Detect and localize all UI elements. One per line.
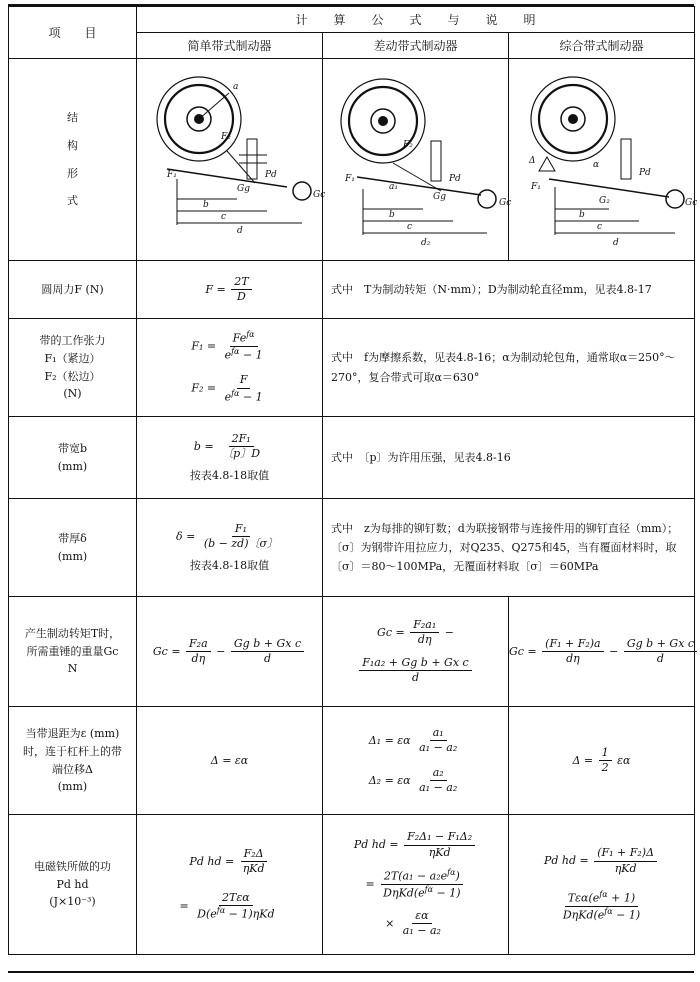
d2a-den: a₁ − a₂ [419,741,458,755]
formula-work-simple [137,815,323,955]
header-item: 项 目 [9,7,137,59]
fig2-Gc: Gc [499,198,512,208]
fig1-F2: F₂ [221,132,231,142]
wk2c-lhs: × [385,916,395,930]
formula-force [137,261,323,319]
fig2-F2: F₂ [403,140,413,150]
f1-lhs: F₁ = [191,339,217,353]
row-thickness [9,499,695,597]
row-displacement [9,707,695,815]
formula-work-differential [323,815,509,955]
disp2a [369,726,463,756]
wk2b-den: $D\eta Kd(e^{f\alpha} - 1)$ [383,885,461,900]
structure-label-char: 构 [67,138,78,152]
wk1b-den: $D(e^{f\alpha} - 1)\eta Kd$ [197,905,275,921]
thickness-extra: 按表4.8-18取值 [189,559,270,573]
w1-mid: − [216,644,226,658]
label-weight [9,597,137,707]
thickness-fraction [201,522,281,552]
w1-d1: dη [191,652,206,665]
tension-label-line: (N) [63,387,82,401]
displacement-label-line: 端位移Δ [52,762,93,776]
note-thickness: 式中 z为每排的铆钉数；d为联接钢带与连接件用的铆钉直径（mm）；〔σ〕为钢带许用拉应力，对Q235、Q275和45，当有覆面材料时，取〔σ〕＝80～100MPa，无覆面材料取〔σ〕＝60MPa [323,499,695,597]
wk2b-frac [380,868,463,901]
fig1-d: d [237,226,243,236]
w2-frac2 [359,656,471,686]
fig2-F1: F₁ [345,174,355,184]
thickness-num: F₁ [232,522,250,537]
fig1-a: a [233,82,239,92]
w2-lhs: Gc = [377,625,405,639]
fig3-G2: G₂ [599,196,610,206]
fig1-Gc: Gc [313,190,326,200]
f1-num: $Fe^{f\alpha}$ [230,330,258,347]
work2a [354,830,477,860]
d2b-lhs: Δ₂ = εα [368,773,411,787]
wk2a-lhs: Pd hd = [353,838,399,852]
note-tension: 式中 f为摩擦系数，见表4.8-16；α为制动轮包角，通常取α＝250°～270°，复合带式可取α＝630° [323,319,695,417]
d2b-den: a₁ − a₂ [419,780,458,794]
wk3b-frac [560,890,643,923]
w1-frac2 [231,637,304,667]
formula-width [137,417,323,499]
w2-d1: dη [417,633,432,647]
w3-mid: − [609,644,619,658]
wk2b-lhs: = [365,877,375,891]
wk2a-num: F₂Δ₁ − F₁Δ₂ [404,830,475,845]
w2-line2 [357,656,473,686]
fig2-Gg: Gg [433,192,446,202]
d3-den: 2 [601,761,609,774]
row-width [9,417,695,499]
fig2-d2: d₂ [421,238,431,248]
wk2a-frac [404,830,475,860]
force-den: D [237,290,246,303]
formula-work-combined [509,815,695,955]
thickness-den: (b − zd)〔σ〕 [203,537,279,550]
weight-label-line: 产生制动转矩T时， [24,627,121,641]
work1a [189,847,269,877]
width-label-line: (mm) [57,459,88,473]
formula-thickness [137,499,323,597]
w2-d2: d [411,670,420,684]
fig1-F1: F₁ [167,170,177,180]
w3-n2: Gg b + Gx c [624,637,697,652]
row-work [9,815,695,955]
work1b [179,891,279,922]
d2a-frac [416,726,460,756]
wk2b-num: $2T(a_1 - a_2e^{f\alpha})$ [381,868,463,885]
wk2c-den: a₁ − a₂ [402,924,441,938]
formula-disp-differential [323,707,509,815]
f1-den: $e^{f\alpha} - 1$ [224,347,263,363]
d3-num: 1 [599,746,612,761]
w2-mid: − [444,625,454,639]
fig3-c: c [597,222,603,232]
header-differential: 差动带式制动器 [323,33,509,59]
d3-rhs: εα [617,753,631,767]
structure-label-char: 式 [67,194,78,208]
formula-weight-combined [509,597,695,707]
fig1-c: c [221,212,227,222]
w2-line1 [377,618,454,648]
weight-label-line: N [67,662,78,676]
d2a-num: a₁ [430,726,447,741]
header-combined: 综合带式制动器 [509,33,695,59]
w2-n1: F₂a₁ [410,618,439,633]
weight-label-line: 所需重锤的重量Gc [26,644,119,658]
w1-n2: Gg b + Gx c [231,637,304,652]
wk3a-lhs: Pd hd = [543,854,589,868]
row-force [9,261,695,319]
thickness-label-line: 带厚δ [58,531,87,545]
wk3a-num: (F₁ + F₂)Δ [594,846,657,861]
row-weight [9,597,695,707]
wk3a-den: ηKd [614,861,637,875]
width-formula [194,432,265,462]
width-extra: 按表4.8-18取值 [189,469,270,483]
row-structure [9,59,695,261]
bottom-rule [8,971,694,973]
width-lhs: b = [193,439,214,453]
note-width: 式中 〔p〕为许用压强，见表4.8-16 [323,417,695,499]
d2b-frac [416,766,460,796]
force-num: 2T [231,275,251,290]
wk1b-frac [194,891,277,922]
width-label-line: 带宽b [57,441,88,455]
work-label-line: (J×10⁻³) [49,895,96,909]
structure-label-char: 形 [67,166,78,180]
d2b-num: a₂ [430,766,447,781]
w3-d2: d [656,652,664,665]
fig3-Pd: Pd [639,168,651,178]
band-brake-table [8,6,698,955]
fig1-b: b [203,200,209,210]
work2c [385,909,446,939]
f2-num: F [237,373,251,388]
wk2c-frac [400,909,444,939]
w1-frac1 [186,637,211,667]
w3-frac2 [624,637,697,667]
formula-tension [137,319,323,417]
wk1a-lhs: Pd hd = [189,854,235,868]
fig3-delta: Δ [529,156,536,166]
wk1a-num: F₂Δ [241,847,267,862]
force-fraction [231,275,251,305]
figure-differential-cell [323,59,512,261]
w3-n1: (F₁ + F₂)a [542,637,603,652]
figure-combined-cell [509,59,698,261]
label-force: 圆周力F (N) [9,261,137,319]
wk3b-num: $T\varepsilon\alpha(e^{f\alpha} + 1)$ [565,890,638,907]
f2-fraction [222,373,266,404]
simple-brake-diagram [137,59,326,257]
row-tension [9,319,695,417]
thickness-formula [176,522,283,552]
work-label-line: Pd hd [56,877,89,891]
tension-label-line: 带的工作张力 [39,334,106,348]
fig2-Pd: Pd [449,174,461,184]
formula-disp-simple: Δ = εα [137,707,323,815]
work3a [544,846,659,876]
label-thickness [9,499,137,597]
wk2c-num: εα [412,909,431,924]
displacement-label-line: (mm) [57,780,88,794]
d3-frac [599,746,612,776]
work2b [365,868,465,901]
fig2-a1: a₁ [389,182,398,192]
d3-lhs: Δ = [572,753,594,767]
w1-lhs: Gc = [152,644,181,658]
w1-n1: F₂a [186,637,211,652]
width-den: 〔p〕D [222,447,261,460]
disp2b [369,766,463,796]
displacement-label-line: 时，连于杠杆上的带 [23,744,122,758]
tension-f2 [191,373,267,404]
thickness-lhs: δ = [175,529,196,543]
f1-fraction [222,330,266,363]
fig3-F1: F₁ [531,182,541,192]
label-displacement [9,707,137,815]
tension-label-line: F₁（紧边） [44,351,101,365]
tension-f1 [191,330,267,363]
formula-disp-combined [509,707,695,815]
w2-frac1 [410,618,439,648]
label-structure [9,59,137,261]
width-fraction [219,432,263,462]
fig2-c: c [407,222,413,232]
work-label-line: 电磁铁所做的功 [34,860,111,874]
formula-weight-simple [137,597,323,707]
fig1-Gg: Gg [237,184,250,194]
note-force: 式中 T为制动转矩（N·mm）；D为制动轮直径mm，见表4.8-17 [323,261,695,319]
wk3b-den: $D\eta Kd(e^{f\alpha} - 1)$ [562,906,641,922]
wk2a-den: ηKd [428,845,451,859]
wk1b-lhs: = [179,899,189,913]
header-simple: 简单带式制动器 [137,33,323,59]
differential-brake-diagram [323,59,512,257]
w1-d2: d [263,652,272,665]
figure-simple-cell [137,59,326,261]
f2-lhs: F₂ = [191,381,217,395]
fig3-d: d [613,238,619,248]
tension-label-line: F₂（松边） [44,369,101,383]
fig3-b: b [579,210,585,220]
d2a-lhs: Δ₁ = εα [368,733,411,747]
w3-lhs: Gc = [509,644,537,658]
w3-d1: dη [566,652,580,665]
width-num: 2F₁ [229,432,254,447]
fig3-Gc: Gc [685,198,698,208]
thickness-label-line: (mm) [57,549,88,563]
wk1a-den: ηKd [242,862,265,876]
formula-weight-differential [323,597,509,707]
w2-n2: F₁a₂ + Gg b + Gx c [359,656,471,671]
header-calc: 计算公式与说明 [137,7,695,33]
label-width [9,417,137,499]
header-row-1 [9,7,695,33]
label-tension [9,319,137,417]
fig3-alpha: α [593,160,600,170]
w3-frac1 [542,637,603,667]
label-work [9,815,137,955]
fig1-Pd: Pd [265,170,277,180]
work3b [558,890,645,923]
displacement-label-line: 当带退距为ε (mm) [25,727,120,741]
wk1b-num: 2Tεα [219,891,253,906]
structure-label-char: 结 [67,111,78,125]
f2-den: $e^{f\alpha} - 1$ [224,388,263,404]
fig2-b: b [389,210,395,220]
wk3a-frac [594,846,657,876]
wk1a-frac [240,847,268,877]
force-lhs: F = [205,282,226,296]
combined-brake-diagram [509,59,698,257]
